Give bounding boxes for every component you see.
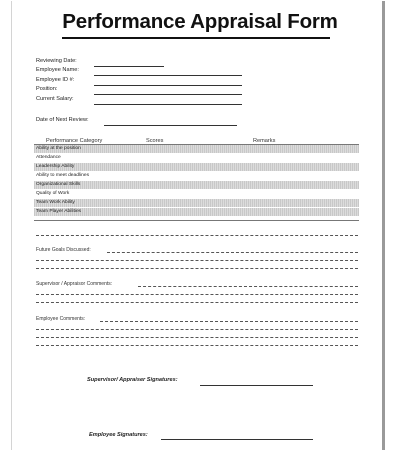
next-review-blank[interactable] [104,125,237,126]
future-goals-line[interactable] [107,252,358,253]
supervisor-signature-line[interactable] [200,385,313,386]
reviewing-date-label: Reviewing Date: [36,58,77,64]
employee-signature-line[interactable] [161,439,313,440]
future-goals-line[interactable] [36,260,358,261]
row-label: Team Player Abilities [36,208,82,214]
employee-name-label: Employee Name: [36,67,79,73]
employee-signature-label: Employee Signatures: [89,432,148,438]
header-remarks: Remarks [253,138,276,144]
table-row[interactable] [34,145,359,153]
reviewing-date-blank[interactable] [94,66,164,67]
row-label: Quality of Work [36,190,70,196]
form-title: Performance Appraisal Form [62,10,338,33]
supervisor-comments-line[interactable] [36,302,358,303]
next-review-label: Date of Next Review: [36,117,89,123]
title-underline [62,37,330,39]
row-label: Attendance [36,154,61,160]
current-salary-blank[interactable] [94,104,242,105]
employee-comments-line[interactable] [36,329,358,330]
table-row[interactable] [34,208,359,216]
supervisor-comments-label: Supervisor / Appraisor Comments: [36,281,113,287]
current-salary-label: Current Salary: [36,96,74,102]
table-row[interactable] [34,154,359,162]
employee-comments-line[interactable] [100,321,358,322]
supervisor-signature-label: Supervisor/ Appraiser Signatures: [87,377,178,383]
row-label: Team Work Ability [36,199,75,205]
header-scores: Scores [146,138,164,144]
row-label: Ability at the position [36,145,81,151]
employee-id-blank[interactable] [94,85,242,86]
table-row[interactable] [34,199,359,207]
employee-comments-line[interactable] [36,337,358,338]
row-label: Ability to meet deadlines [36,172,90,178]
position-blank[interactable] [94,94,242,95]
row-label: Organizational Skills [36,181,81,187]
employee-comments-label: Employee Comments: [36,316,86,322]
table-row[interactable] [34,181,359,189]
header-performance-category: Performance Category [46,138,103,144]
future-goals-label: Future Goals Discussed: [36,247,91,253]
separator-line [36,235,358,236]
supervisor-comments-line[interactable] [138,286,358,287]
position-label: Position: [36,86,58,92]
employee-comments-line[interactable] [36,345,358,346]
table-row[interactable] [34,163,359,171]
supervisor-comments-line[interactable] [36,294,358,295]
table-row[interactable] [34,190,359,198]
employee-id-label: Employee ID #: [36,77,75,83]
table-bottom-border [34,220,359,221]
row-label: Leadership Ability [36,163,75,169]
table-row[interactable] [34,172,359,180]
employee-name-blank[interactable] [94,75,242,76]
future-goals-line[interactable] [36,268,358,269]
